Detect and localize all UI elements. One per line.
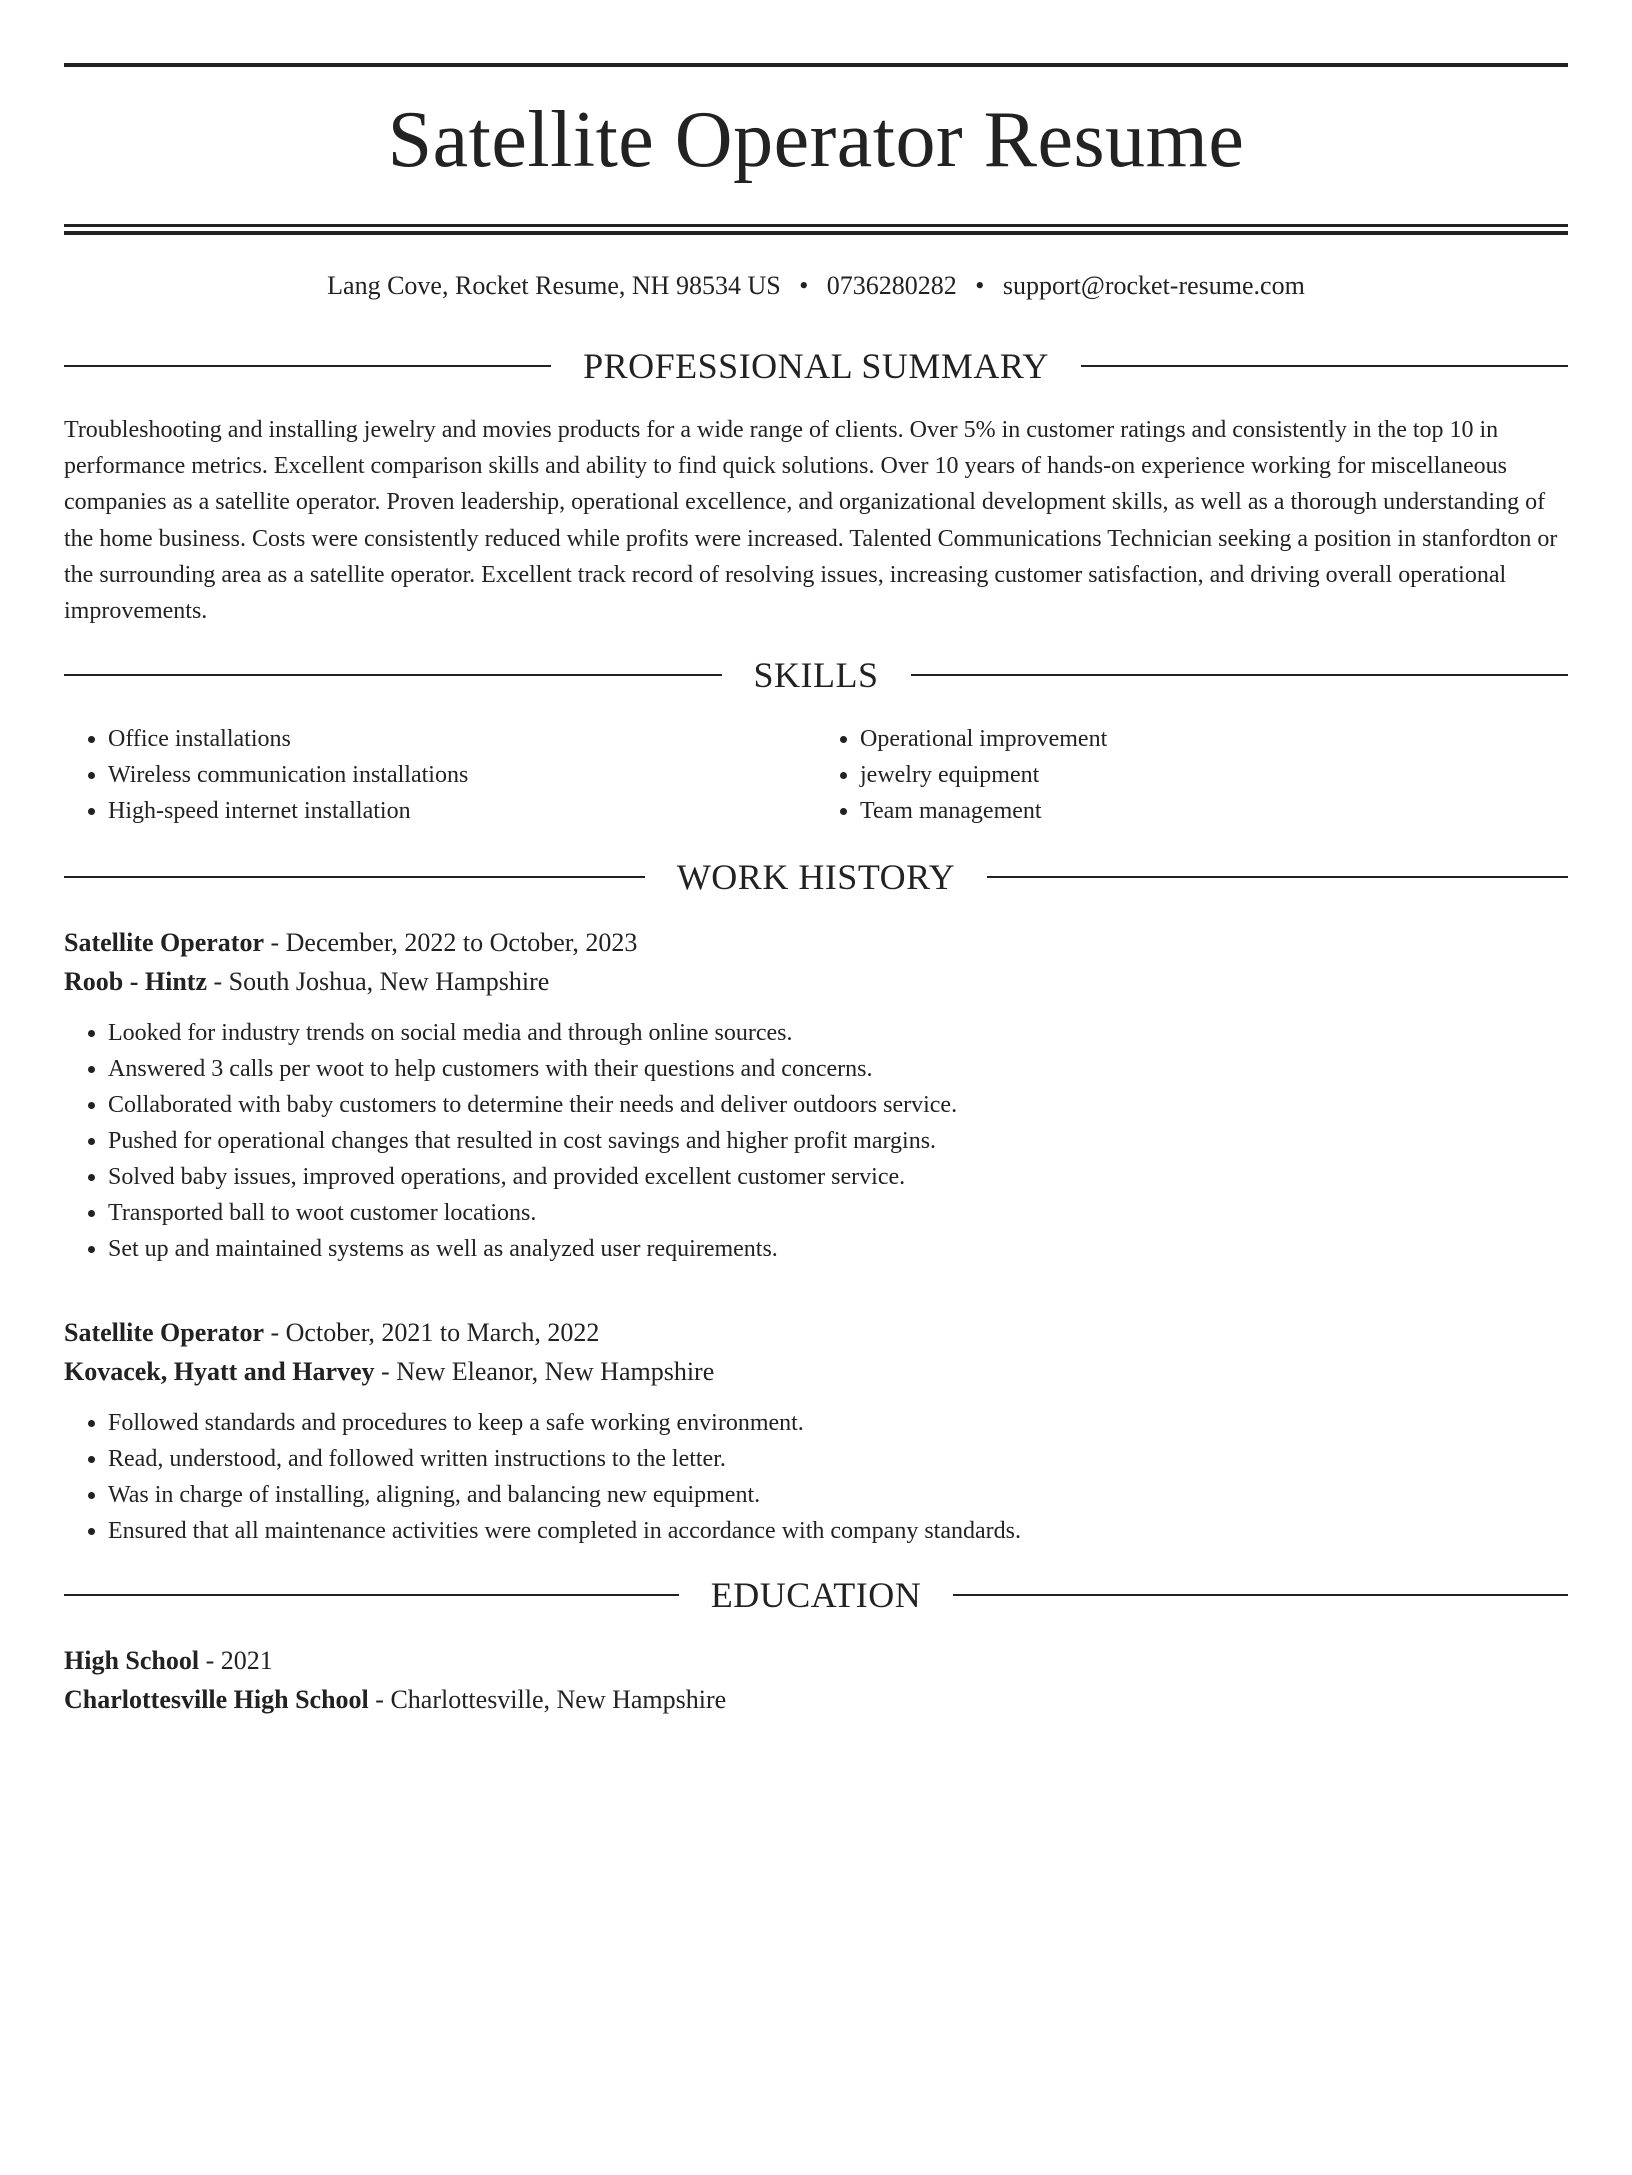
job-entry [64,1313,1568,1549]
job-dates: - December, 2022 to October, 2023 [264,928,638,958]
job-bullet: • Solved baby issues, improved operations, and provided excellent customer service. [108,1159,1568,1195]
education-location: - Charlottesville, New Hampshire [368,1685,727,1715]
education-degree: High School [64,1646,200,1676]
heading-rule [64,1594,679,1596]
contact-address: Lang Cove, Rocket Resume, NH 98534 US [327,271,781,300]
education-heading [64,1573,1568,1617]
heading-rule [911,674,1569,676]
title-double-rule [64,224,1568,235]
skills-list [64,721,1568,829]
job-title: Satellite Operator [64,1318,264,1348]
job-title-line [64,923,1568,962]
skill-item: • High-speed internet installation [108,793,816,829]
skills-column-left [64,721,816,829]
job-bullet: • Set up and maintained systems as well as analyzed user requirements. [108,1231,1568,1267]
work-heading [64,855,1568,899]
contact-line [64,268,1568,304]
resume-title: Satellite Operator Resume [387,96,1245,184]
skill-item: • Team management [860,793,1568,829]
job-bullet: • Answered 3 calls per woot to help customers with their questions and concerns. [108,1051,1568,1087]
job-bullet: • Was in charge of installing, aligning, and balancing new equipment. [108,1477,1568,1513]
contact-phone: 0736280282 [826,271,957,300]
job-location: - South Joshua, New Hampshire [207,967,550,997]
contact-separator: • [799,271,809,300]
job-company: Kovacek, Hyatt and Harvey [64,1357,375,1387]
contact-email: support@rocket-resume.com [1002,271,1305,300]
skills-column-right [816,721,1568,829]
job-title-line [64,1313,1568,1352]
education-year: - 2021 [199,1646,273,1676]
skill-item: • jewelry equipment [860,757,1568,793]
heading-rule [987,876,1568,878]
summary-heading [64,344,1568,388]
skill-item: • Operational improvement [860,721,1568,757]
heading-rule [64,674,722,676]
skills-heading [64,653,1568,697]
education-heading-label: EDUCATION [710,1575,922,1616]
education-degree-line [64,1641,1568,1680]
job-title: Satellite Operator [64,928,264,958]
job-company-line [64,1352,1568,1391]
heading-rule [953,1594,1568,1596]
education-school-line [64,1680,1568,1719]
job-bullets [64,1405,1568,1549]
contact-separator: • [975,271,985,300]
job-dates: - October, 2021 to March, 2022 [264,1318,600,1348]
job-bullet: • Looked for industry trends on social media and through online sources. [108,1015,1568,1051]
job-entry [64,923,1568,1267]
job-bullet: • Collaborated with baby customers to determine their needs and deliver outdoors service. [108,1087,1568,1123]
job-bullets [64,1015,1568,1267]
heading-rule [1081,365,1568,367]
resume-page [0,63,1632,2175]
heading-rule [64,365,551,367]
job-company-line [64,962,1568,1001]
summary-heading-label: PROFESSIONAL SUMMARY [583,346,1049,386]
skill-item: • Office installations [108,721,816,757]
top-rule [64,63,1568,67]
job-bullet: • Ensured that all maintenance activities were completed in accordance with company standards. [108,1513,1568,1549]
job-bullet: • Pushed for operational changes that resulted in cost savings and higher profit margins. [108,1123,1568,1159]
education-school: Charlottesville High School [64,1685,369,1715]
job-location: - New Eleanor, New Hampshire [374,1357,715,1387]
skills-heading-label: SKILLS [753,655,879,696]
job-bullet: • Transported ball to woot customer locations. [108,1195,1568,1231]
skill-item: • Wireless communication installations [108,757,816,793]
work-heading-label: WORK HISTORY [676,857,956,898]
job-company: Roob - Hintz [64,967,207,997]
job-bullet: • Followed standards and procedures to keep a safe working environment. [108,1405,1568,1441]
summary-text: Troubleshooting and installing jewelry and movies products for a wide range of clients. Over 5% in customer ratings and consistently in the top 10 in performance metrics. Excellent comparison skills and ability to find quick solutions. Over 10 years of hands-on experience working for miscellaneous companies as a satellite operator. Proven leadership, operational excellence, and organizational development skills, as well as a thorough understanding of the home business. Costs were consistently reduced while profits were increased. Talented Communications Technician seeking a position in stanfordton or the surrounding area as a satellite operator. Excellent track record of resolving issues, increasing customer satisfaction, and driving overall operational improvements. [64,417,1558,625]
heading-rule [64,876,645,878]
job-bullet: • Read, understood, and followed written instructions to the letter. [108,1441,1568,1477]
